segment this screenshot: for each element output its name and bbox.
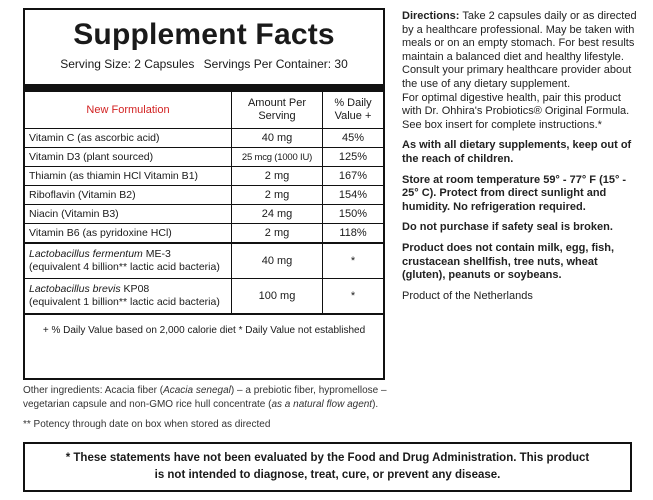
nutrient-amount: 40 mg <box>232 129 323 148</box>
nutrient-amount: 25 mcg (1000 IU) <box>232 148 323 167</box>
directions <box>402 10 642 92</box>
seal-warning: Do not purchase if safety seal is broken. <box>402 221 613 234</box>
probiotic-name <box>25 279 232 315</box>
directions-text: Take 2 capsules daily or as directed by a healthcare professional. May be taken with meals or on an empty stomach. For best results maintain a balanced diet and healthy lifestyle. Consult your primary healthcare provider about the use of any dietary supplement. <box>402 10 637 90</box>
facts-header-row <box>25 92 383 129</box>
digestive-note: For optimal digestive health, pair this product with Dr. Ohhira's Probiotics® Original Formula. <box>402 91 630 118</box>
allergen-statement: Product does not contain milk, egg, fish, crustacean shellfish, tree nuts, wheat (gluten), peanuts or soybeans. <box>402 241 615 282</box>
servings-per-container: Servings Per Container: 30 <box>203 57 348 71</box>
nutrient-dv: 125% <box>323 148 384 167</box>
flow-agent-note: as a natural flow agent <box>271 399 373 410</box>
potency-note: ** Potency through date on box when stored as directed <box>23 419 271 430</box>
acacia-species: Acacia senegal <box>163 385 231 396</box>
facts-table <box>25 91 383 345</box>
probiotic-dv: * <box>323 279 384 315</box>
directions-label: Directions: <box>402 10 460 22</box>
probiotic-amount: 40 mg <box>232 243 323 279</box>
nutrient-dv: 154% <box>323 186 384 205</box>
facts-title: Supplement Facts <box>73 18 335 51</box>
probiotic-name <box>25 243 232 279</box>
nutrient-dv: 150% <box>323 205 384 224</box>
table-row <box>25 148 383 167</box>
nutrient-name: Vitamin D3 (plant sourced) <box>25 148 232 167</box>
probiotic-strain: ME-3 <box>142 248 171 260</box>
box-insert-note: See box insert for complete instructions.* <box>402 118 602 131</box>
probiotic-detail: (equivalent 4 billion** lactic acid bacteria) <box>29 261 220 273</box>
nutrient-name: Vitamin B6 (as pyridoxine HCl) <box>25 224 232 244</box>
table-row <box>25 186 383 205</box>
nutrient-amount: 24 mg <box>232 205 323 224</box>
table-row <box>25 224 383 244</box>
country-of-origin: Product of the Netherlands <box>402 289 533 302</box>
disclaimer-line-1: * These statements have not been evaluated by the Food and Drug Administration. This product <box>65 452 590 464</box>
nutrient-dv: 118% <box>323 224 384 244</box>
probiotic-detail: (equivalent 1 billion** lactic acid bacteria) <box>29 296 220 308</box>
probiotic-strain: KP08 <box>120 283 150 295</box>
serving-size: Serving Size: 2 Capsules <box>60 57 195 71</box>
nutrient-name: Riboflavin (Vitamin B2) <box>25 186 232 205</box>
probiotic-row <box>25 243 383 279</box>
nutrient-name: Niacin (Vitamin B3) <box>25 205 232 224</box>
probiotic-row <box>25 279 383 315</box>
other-ingredients-lead: Other ingredients: Acacia fiber ( <box>23 385 164 396</box>
new-formulation-label: New Formulation <box>25 92 232 129</box>
disclaimer-line-2: is not intended to diagnose, treat, cure, or prevent any disease. <box>154 469 501 481</box>
nutrient-amount: 2 mg <box>232 186 323 205</box>
probiotic-species: Lactobacillus brevis <box>29 283 121 295</box>
table-row <box>25 167 383 186</box>
children-warning: As with all dietary supplements, keep out of the reach of children. <box>402 139 632 165</box>
table-row <box>25 205 383 224</box>
nutrient-amount: 2 mg <box>232 167 323 186</box>
nutrient-dv: 45% <box>323 129 384 148</box>
probiotic-species: Lactobacillus fermentum <box>29 248 143 260</box>
other-ingredients-mid: ) – a prebiotic fiber, hypromellose – vegetarian capsule and non-GMO rice hull concentrate ( <box>23 385 387 410</box>
storage-note: Store at room temperature 59° - 77° F (15° - 25° C). Protect from direct sunlight and humidity. No refrigeration required. <box>402 173 627 213</box>
nutrient-amount: 2 mg <box>232 224 323 244</box>
serving-info <box>25 57 383 72</box>
facts-footnote: + % Daily Value based on 2,000 calorie diet * Daily Value not established <box>25 314 383 345</box>
dv-header: % Daily Value + <box>323 92 384 129</box>
supplement-facts-panel <box>23 8 385 380</box>
probiotic-dv: * <box>323 243 384 279</box>
amount-header: Amount Per Serving <box>232 92 323 129</box>
nutrient-name: Vitamin C (as ascorbic acid) <box>25 129 232 148</box>
nutrient-dv: 167% <box>323 167 384 186</box>
label-right-column <box>402 10 642 303</box>
other-ingredients <box>23 384 395 412</box>
other-ingredients-end: ). <box>372 399 379 410</box>
nutrient-name: Thiamin (as thiamin HCl Vitamin B1) <box>25 167 232 186</box>
fda-disclaimer <box>23 442 632 492</box>
table-row <box>25 129 383 148</box>
thick-rule <box>25 84 383 91</box>
facts-footnote-row <box>25 314 383 345</box>
probiotic-amount: 100 mg <box>232 279 323 315</box>
